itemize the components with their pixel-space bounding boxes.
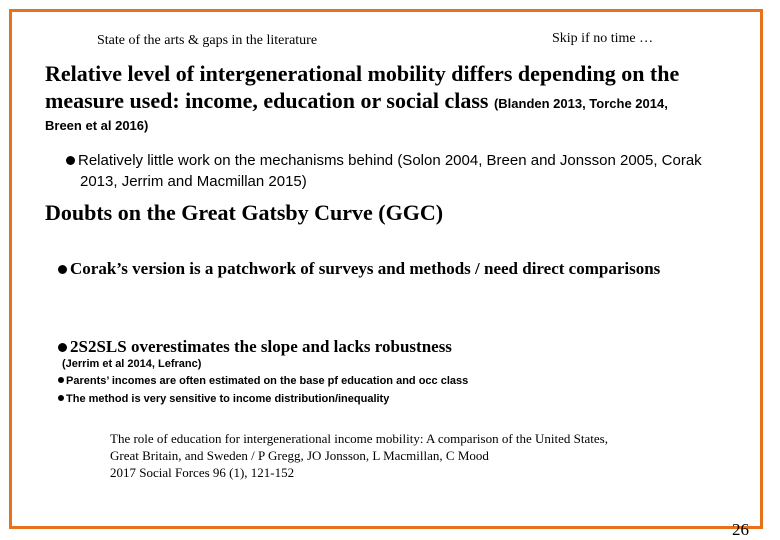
skip-note: Skip if no time …: [552, 31, 654, 46]
ggc-bullet-2-text: 2S2SLS overestimates the slope and lacks robustness: [70, 337, 452, 356]
ggc-sub-1: [58, 375, 468, 387]
mechanisms-line-2: 2013, Jerrim and Macmillan 2015): [80, 173, 307, 190]
intro-line-1: Relative level of intergenerational mobility differs depending on the: [45, 61, 680, 86]
page-number: 26: [732, 520, 749, 539]
ggc-sub-2-text: The method is very sensitive to income distribution/inequality: [66, 393, 390, 405]
intro-line-2-text: measure used: income, education or social class: [45, 88, 489, 113]
intro-line-2: [45, 88, 668, 114]
ggc-sub-2: [58, 393, 389, 405]
bullet-icon: [58, 265, 67, 274]
section-label: State of the arts & gaps in the literature: [97, 33, 318, 48]
reference-line-3: 2017 Social Forces 96 (1), 121-152: [110, 465, 295, 480]
ggc-sub-citation: (Jerrim et al 2014, Lefranc): [62, 358, 202, 370]
ggc-sub-1-text: Parents’ incomes are often estimated on the base pf education and occ class: [66, 375, 469, 387]
reference-line-2: Great Britain, and Sweden / P Gregg, JO Jonsson, L Macmillan, C Mood: [110, 448, 489, 463]
bullet-icon: [58, 343, 67, 352]
ggc-bullet-1-text: Corak’s version is a patchwork of surveys and methods / need direct comparisons: [70, 259, 661, 278]
reference-line-1: The role of education for intergenerational income mobility: A comparison of the United States,: [110, 431, 608, 446]
bullet-icon: [58, 395, 64, 401]
bullet-icon: [58, 377, 64, 383]
mechanisms-text: Relatively little work on the mechanisms behind (Solon 2004, Breen and Jonsson 2005, Corak: [78, 152, 702, 169]
ggc-bullet-2: [58, 337, 452, 357]
bullet-icon: [66, 156, 75, 165]
intro-citation-a: (Blanden 2013, Torche 2014,: [493, 96, 668, 111]
mechanisms-line-1: [66, 152, 702, 169]
intro-citation-b: Breen et al 2016): [45, 118, 149, 133]
ggc-bullet-1: [58, 259, 660, 279]
ggc-heading: Doubts on the Great Gatsby Curve (GGC): [45, 200, 444, 225]
